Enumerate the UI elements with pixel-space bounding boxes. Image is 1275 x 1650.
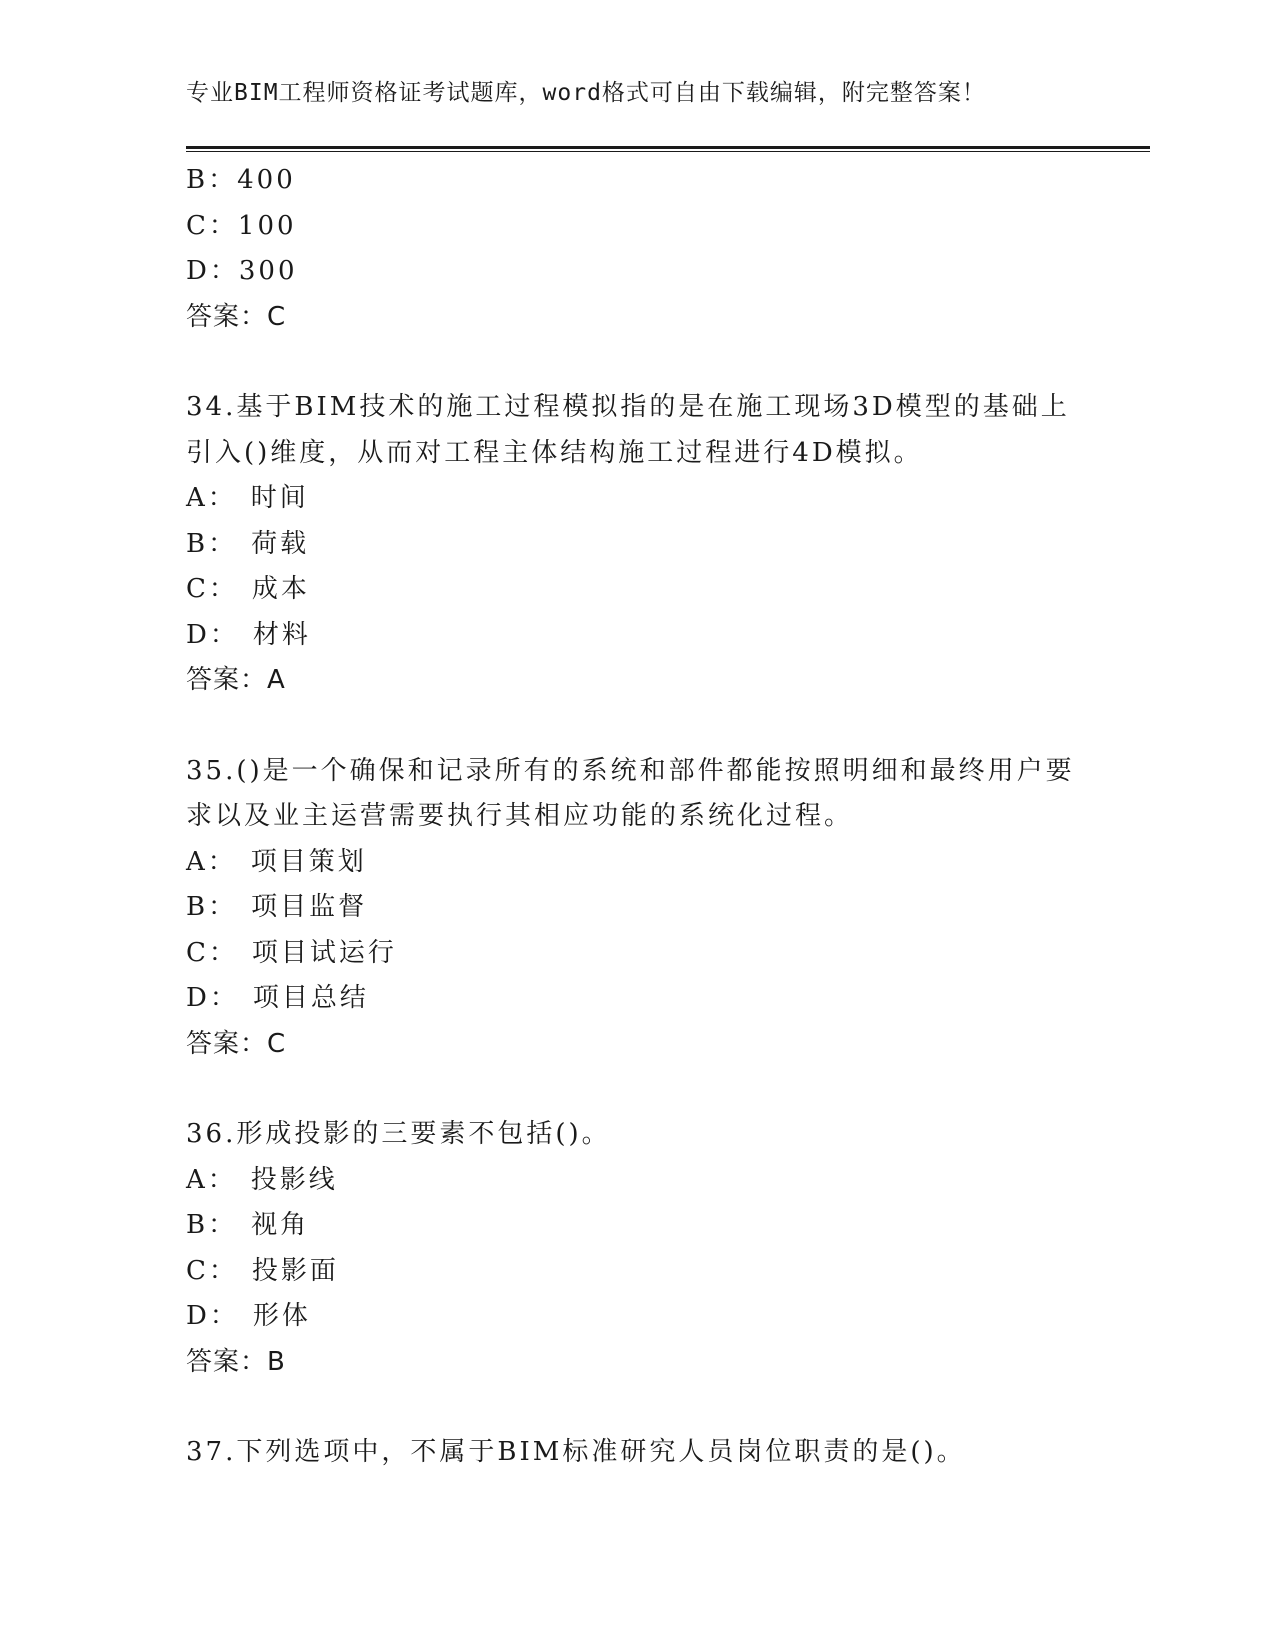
document-content <box>186 158 1086 1476</box>
question-text: 36.形成投影的三要素不包括()。 <box>186 1119 611 1149</box>
option-line: C： 投影面 <box>186 1255 339 1286</box>
question-text: 求以及业主运营需要执行其相应功能的系统化过程。 <box>186 801 854 831</box>
option-line: B： 荷载 <box>186 528 310 559</box>
answer-line: 答案：C <box>186 1028 287 1059</box>
answer-line: 答案：A <box>186 665 286 695</box>
question-text: 35.()是一个确保和记录所有的系统和部件都能按照明细和最终用户要 <box>186 755 1075 786</box>
question-block <box>186 1430 1086 1476</box>
option-line: D： 项目总结 <box>186 983 369 1013</box>
option-line: D： 材料 <box>186 619 311 650</box>
question-text: 引入()维度，从而对工程主体结构施工过程进行4D模拟。 <box>186 437 923 468</box>
header-rule-thick <box>186 146 1150 149</box>
option-line: C：100 <box>186 210 297 241</box>
question-block <box>186 385 1086 704</box>
answer-line: 答案：B <box>186 1346 286 1377</box>
option-line: B： 视角 <box>186 1210 310 1240</box>
option-line: A： 投影线 <box>186 1164 338 1195</box>
answer-line: 答案：C <box>186 301 287 332</box>
option-line: B： 项目监督 <box>186 892 368 922</box>
option-line: D： 形体 <box>186 1301 311 1331</box>
question-block <box>186 749 1086 1068</box>
option-line: B：400 <box>186 165 296 195</box>
leading-question-block <box>186 158 1086 340</box>
option-line: C： 成本 <box>186 574 310 604</box>
page-header: 专业BIM工程师资格证考试题库，word格式可自由下载编辑，附完整答案！ <box>186 80 986 106</box>
option-line: D：300 <box>186 256 298 286</box>
option-line: C： 项目试运行 <box>186 937 397 968</box>
option-line: A： 项目策划 <box>186 846 367 877</box>
question-text: 34.基于BIM技术的施工过程模拟指的是在施工现场3D模型的基础上 <box>186 392 1070 422</box>
question-text: 37.下列选项中，不属于BIM标准研究人员岗位职责的是()。 <box>186 1437 966 1467</box>
question-block <box>186 1112 1086 1385</box>
header-rule-thin <box>186 151 1150 152</box>
option-line: A： 时间 <box>186 483 309 513</box>
